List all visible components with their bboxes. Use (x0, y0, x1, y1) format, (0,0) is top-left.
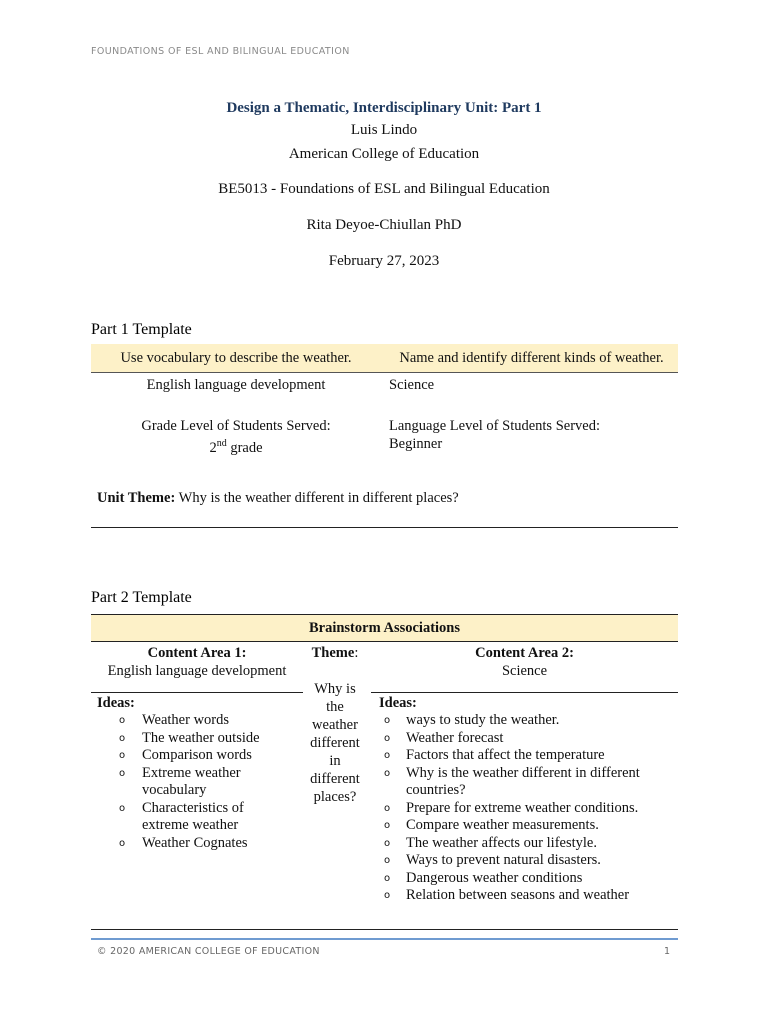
part1-bottom-rule (91, 527, 678, 528)
idea-item (91, 835, 303, 853)
grade-level-cell (91, 417, 381, 457)
idea-text: Prepare for extreme weather conditions. (406, 799, 639, 816)
running-head: FOUNDATIONS OF ESL AND BILINGUAL EDUCATION (91, 46, 350, 57)
left-ideas-list (91, 712, 303, 852)
part2-heading: Part 2 Template (91, 589, 192, 606)
idea-text: Why is the weather different in different (406, 764, 640, 781)
unit-theme-text: Why is the weather different in different places? (175, 490, 459, 506)
bullet-icon: o (384, 750, 391, 761)
idea-text: The weather outside (142, 729, 260, 746)
idea-item (371, 852, 678, 870)
language-level-cell (381, 417, 678, 457)
idea-item (371, 747, 678, 765)
ideas-label: Ideas: (97, 695, 135, 711)
idea-text: countries? (406, 782, 466, 798)
bullet-icon: o (384, 837, 391, 849)
theme-column (303, 644, 367, 806)
part1-level-row (91, 417, 678, 457)
language-level-label: Language Level of Students Served: (389, 418, 600, 434)
idea-text: vocabulary (142, 782, 207, 798)
ideas-label: Ideas: (379, 695, 417, 711)
bullet-icon: o (384, 802, 391, 814)
footer-copyright: © 2020 AMERICAN COLLEGE OF EDUCATION (97, 946, 320, 957)
idea-item (371, 765, 678, 800)
content-area-1-column (91, 644, 303, 852)
content-area-1-title: Content Area 1: (147, 645, 247, 661)
idea-text: Comparison words (142, 747, 252, 763)
unit-theme (97, 490, 459, 507)
part1-subject-row (91, 376, 678, 394)
idea-text: The weather affects our lifestyle. (406, 834, 597, 851)
bullet-icon: o (119, 837, 126, 849)
content-area-1-subject: English language development (107, 663, 287, 679)
idea-text: Weather forecast (406, 729, 504, 746)
idea-text: Characteristics of (142, 799, 244, 816)
theme-line: places? (313, 789, 357, 805)
document-date: February 27, 2023 (328, 253, 440, 269)
bullet-icon: o (119, 750, 126, 761)
content-area-1-divider (91, 692, 303, 693)
bullet-icon: o (384, 715, 391, 726)
author-name: Luis Lindo (350, 122, 418, 138)
content-area-2-divider (371, 692, 678, 693)
idea-item (371, 730, 678, 748)
title-block (0, 98, 768, 273)
bullet-icon: o (384, 820, 391, 831)
content-area-2-title: Content Area 2: (475, 645, 574, 661)
theme-line: weather (312, 717, 358, 733)
idea-text: Compare weather measurements. (406, 817, 599, 833)
course-name: BE5013 - Foundations of ESL and Bilingual Education (218, 181, 550, 197)
idea-text: Relation between seasons and weather (406, 887, 630, 903)
document-title: Design a Thematic, Interdisciplinary Unit: Part 1 (226, 100, 542, 116)
idea-item (371, 835, 678, 853)
idea-text: Weather words (142, 712, 230, 728)
bullet-icon: o (384, 732, 391, 744)
idea-item (371, 870, 678, 888)
idea-item (371, 817, 678, 835)
part2-bottom-rule (91, 929, 678, 930)
bullet-icon: o (119, 767, 126, 779)
theme-line: the (326, 699, 344, 715)
subject-cell: Science (389, 377, 435, 393)
bullet-icon: o (384, 855, 391, 866)
idea-item (371, 887, 678, 905)
bullet-icon: o (384, 872, 391, 884)
idea-text: Weather Cognates (142, 834, 248, 851)
idea-text: Factors that affect the temperature (406, 747, 605, 763)
institution-name: American College of Education (288, 146, 480, 162)
part1-header-cell: Name and identify different kinds of weather. (399, 349, 664, 366)
unit-theme-label: Unit Theme: (97, 490, 176, 506)
idea-text: Ways to prevent natural disasters. (406, 852, 601, 868)
part1-table (91, 344, 678, 457)
idea-item (91, 730, 303, 748)
instructor-name: Rita Deyoe-Chiullan PhD (306, 217, 462, 233)
idea-item (91, 712, 303, 730)
bullet-icon: o (384, 890, 391, 901)
content-area-2-column (371, 644, 678, 905)
page-number: 1 (664, 946, 671, 957)
idea-item (91, 765, 303, 800)
brainstorm-header: Brainstorm Associations (91, 614, 678, 642)
idea-text: ways to study the weather. (406, 712, 560, 728)
theme-line: different (310, 735, 360, 751)
grade-level-value: 2nd grade (209, 438, 263, 456)
idea-text: Extreme weather (142, 764, 241, 781)
idea-item (91, 747, 303, 765)
bullet-icon: o (119, 732, 126, 744)
idea-text: extreme weather (142, 817, 239, 833)
part1-heading: Part 1 Template (91, 321, 192, 338)
theme-line: different (310, 771, 360, 787)
grade-level-label: Grade Level of Students Served: (141, 418, 331, 434)
bullet-icon: o (119, 802, 126, 814)
subject-cell: English language development (146, 377, 326, 393)
theme-text (303, 680, 367, 806)
language-level-value: Beginner (389, 436, 443, 452)
idea-text: Dangerous weather conditions (406, 869, 583, 886)
theme-label: Theme: (311, 645, 359, 661)
idea-item (371, 800, 678, 818)
idea-item (91, 800, 303, 835)
bullet-icon: o (119, 715, 126, 726)
theme-line: in (329, 753, 341, 769)
right-ideas-list (371, 712, 678, 905)
part1-header-cell: Use vocabulary to describe the weather. (120, 349, 352, 366)
bullet-icon: o (384, 767, 391, 779)
idea-item (371, 712, 678, 730)
footer-rule (91, 938, 678, 940)
content-area-2-subject: Science (501, 663, 548, 679)
part1-header-row (91, 344, 678, 373)
theme-line: Why is (314, 681, 356, 697)
